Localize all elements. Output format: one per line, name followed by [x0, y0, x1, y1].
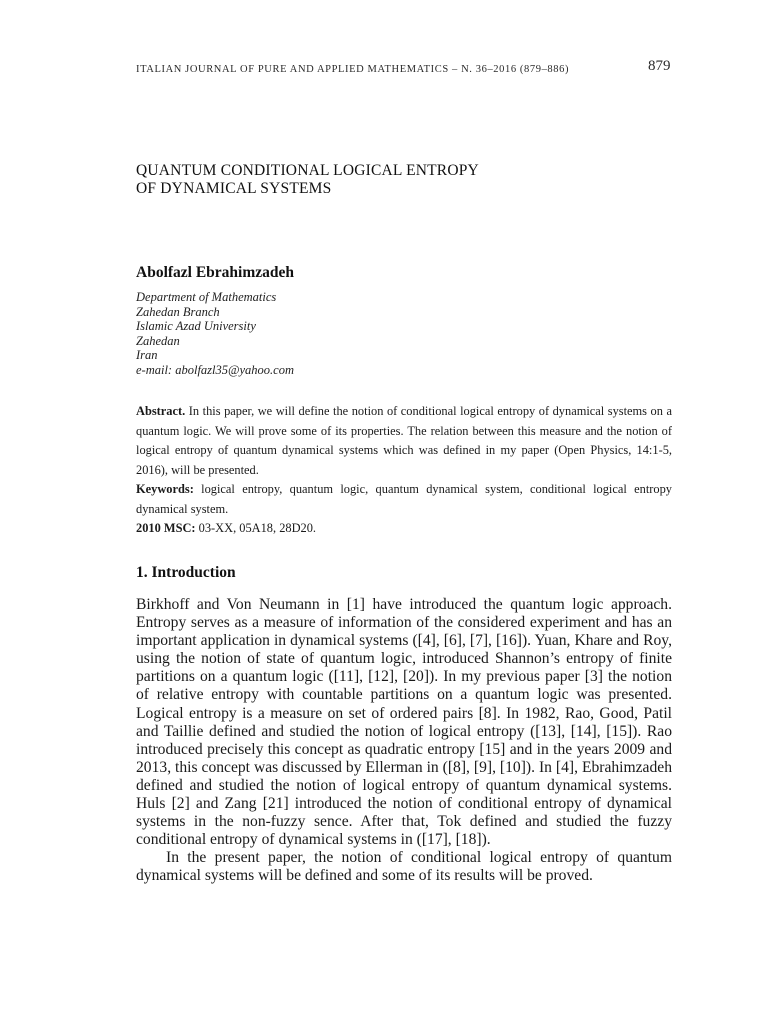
- affiliation-line: Zahedan: [136, 333, 180, 348]
- affiliation-line: Department of Mathematics: [136, 290, 277, 304]
- author-affiliation: [136, 290, 294, 378]
- running-head: ITALIAN JOURNAL OF PURE AND APPLIED MATHEMATICS – N. 36–2016 (879–886): [136, 64, 570, 75]
- msc-label: 2010 MSC:: [136, 521, 196, 535]
- affiliation-line: Iran: [136, 348, 158, 363]
- section-heading: 1. Introduction: [136, 564, 236, 581]
- paper-title: QUANTUM CONDITIONAL LOGICAL ENTROPY OF DYNAMICAL SYSTEMS: [136, 162, 479, 197]
- affiliation-line: Islamic Azad University: [136, 319, 256, 334]
- body-paragraph: In the present paper, the notion of conditional logical entropy of quantum dynamical systems will be defined and some of its results will be proved.: [136, 849, 672, 885]
- author-email: e-mail: abolfazl35@yahoo.com: [136, 362, 295, 377]
- affiliation-line: Zahedan Branch: [136, 304, 220, 319]
- page-number: 879: [648, 58, 671, 74]
- abstract-text: In this paper, we will define the notion of conditional logical entropy of dynamical systems on a quantum logic. We will prove some of its properties. The relation between this measure and the notion of logical entropy of quantum dynamical systems which was defined in my paper (Open Physics, 14:1-5, 2016), will be presented.: [136, 404, 672, 477]
- keywords-label: Keywords:: [136, 482, 194, 496]
- abstract-paragraph: [136, 402, 672, 480]
- body-paragraph: Birkhoff and Von Neumann in [1] have introduced the quantum logic approach. Entropy serves as a measure of information of the considered experiment and has an important application in dynamical systems ([4], [6], [7], [16]). Yuan, Khare and Roy, using the notion of state of quantum logic, introduced Shannon’s entropy of finite partitions on a quantum logic ([11], [12], [20]). In my previous paper [3] the notion of relative entropy with countable partitions on a quantum logic was presented. Logical entropy is a measure on set of ordered pairs [8]. In 1982, Rao, Good, Patil and Taillie defined and studied the notion of logical entropy ([13], [14], [15]). Rao introduced precisely this concept as quadratic entropy [15] and in the years 2009 and 2013, this concept was discussed by Ellerman in ([8], [9], [10]). In [4], Ebrahimzadeh defined and studied the notion of logical entropy of quantum dynamical systems. Huls [2] and Zang [21] introduced the notion of conditional entropy of dynamical systems in the non-fuzzy sence. After that, Tok defined and studied the fuzzy conditional entropy of dynamical systems in ([17], [18]).: [136, 596, 672, 849]
- author-name: Abolfazl Ebrahimzadeh: [136, 264, 295, 281]
- msc-paragraph: [136, 519, 672, 539]
- abstract-label: Abstract.: [136, 404, 186, 418]
- abstract-block: [136, 402, 672, 539]
- msc-text: 03-XX, 05A18, 28D20.: [198, 521, 317, 535]
- keywords-text: logical entropy, quantum logic, quantum dynamical system, conditional logical entropy dynamical system.: [136, 482, 672, 516]
- keywords-paragraph: [136, 480, 672, 519]
- section-body: [136, 596, 672, 886]
